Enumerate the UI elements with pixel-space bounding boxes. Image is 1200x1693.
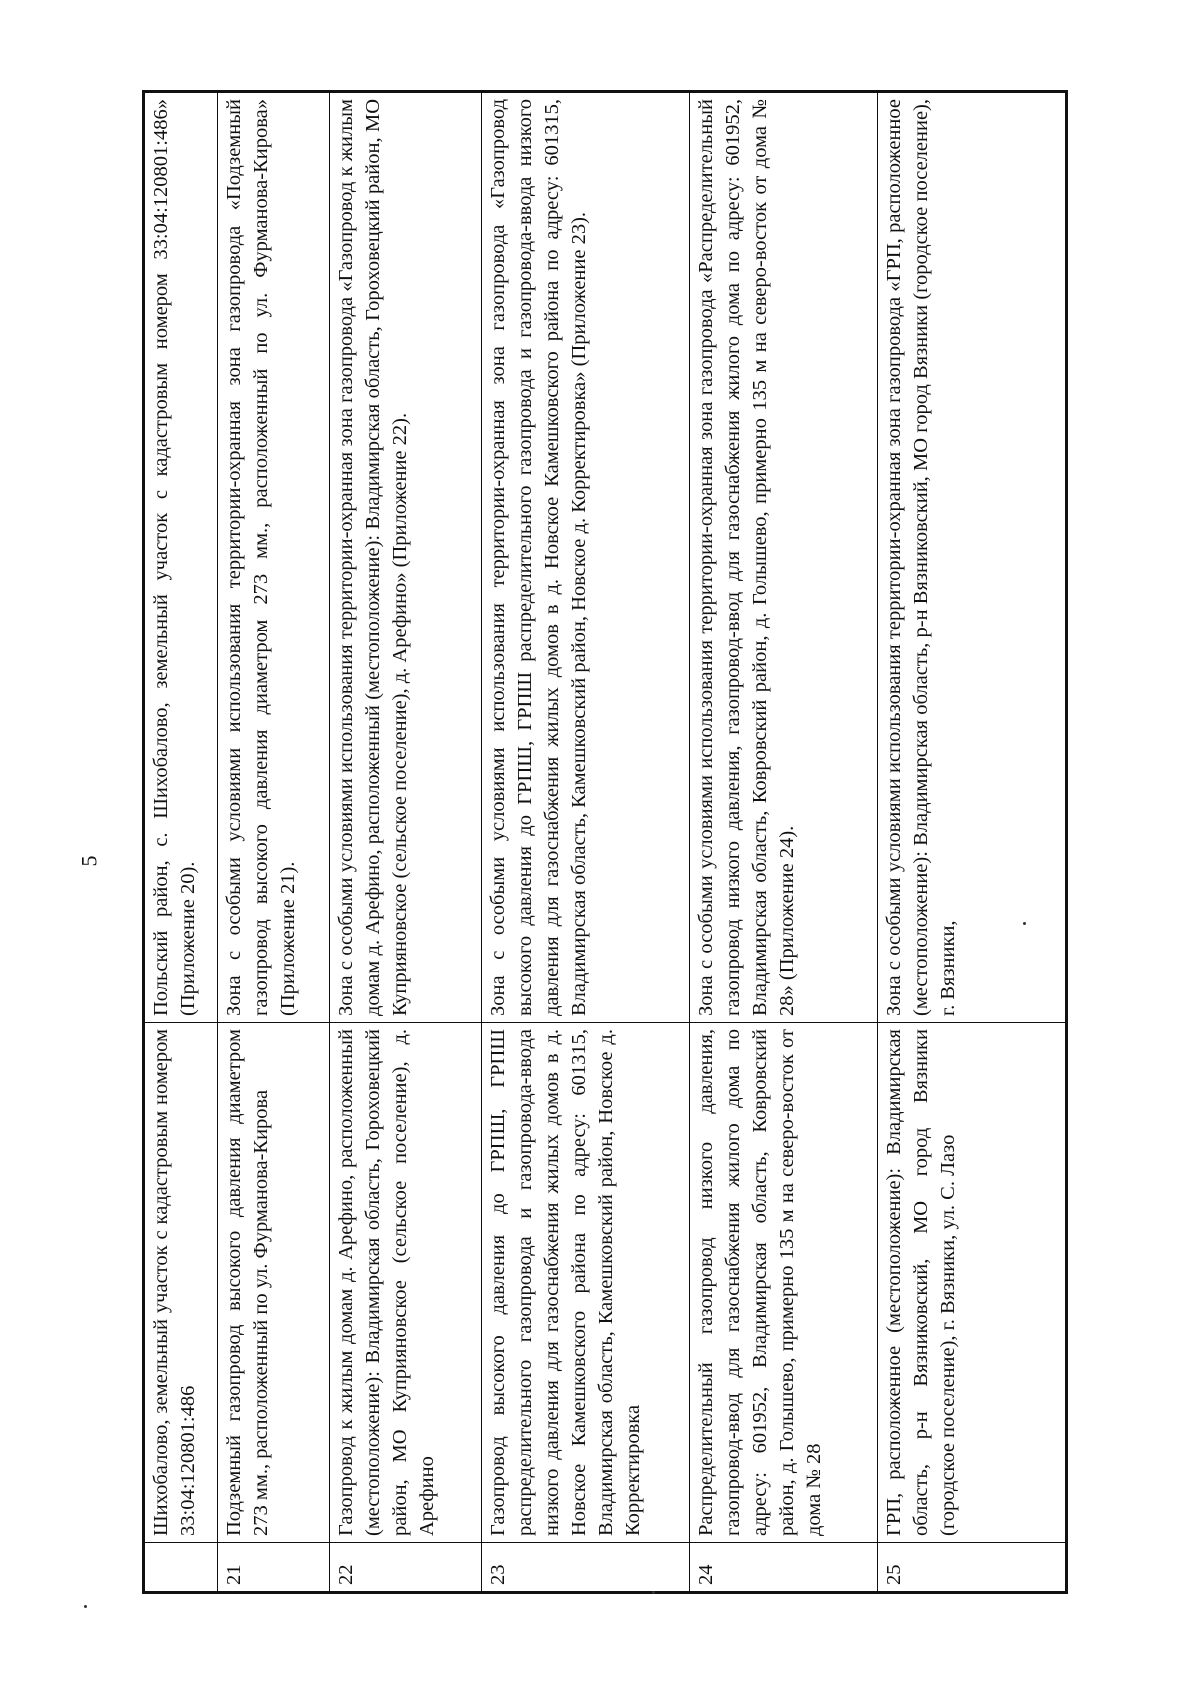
table-row (218, 92, 330, 1593)
row-number: 24 (690, 1543, 878, 1593)
object-description: ГРП, расположенное (местоположение): Владимирская область, р-н Вязниковский, МО город Вязники (городское поселение), г. Вязники, ул. С. Лазо (878, 1023, 1067, 1543)
gas-pipeline-zones-table (142, 90, 1068, 1594)
object-description: Газопровод к жилым домам д. Арефино, расположенный (местоположение): Владимирская область, Гороховецкий район, МО Куприяновское (сельское поселение), д. Арефино (330, 1023, 482, 1543)
zone-description: Зона с особыми условиями использования территории-охранная зона газопровода «ГРП, расположенное (местоположение): Владимирская область, р-н Вязниковский, МО город Вязники (городское поселение), г. Вязники, (878, 92, 1067, 1023)
zone-description: Зона с особыми условиями использования территории-охранная зона газопровода «Распределительный газопровод низкого давления, газопровод-ввод для газоснабжения жилого дома по адресу: 601952, Владимирская область, Ковровский район, д. Голышево, примерно 135 м на северо-восток от дома № 28» (Приложение 24). (690, 92, 878, 1023)
table-row (690, 92, 878, 1593)
object-description: Распределительный газопровод низкого давления, газопровод-ввод для газоснабжения жилого дома по адресу: 601952, Владимирская область, Ковровский район, д. Голышево, примерно 135 м на северо-восток от дома № 28 (690, 1023, 878, 1543)
table-row (482, 92, 690, 1593)
row-number: 23 (482, 1543, 690, 1593)
row-number (144, 1543, 218, 1593)
rotated-table-container (142, 90, 1068, 1594)
row-number: 22 (330, 1543, 482, 1593)
table-row (144, 92, 218, 1593)
page-number: 5 (76, 855, 102, 867)
zone-description: Зона с особыми условиями использования территории-охранная зона газопровода «Газопровод к жилым домам д. Арефино, расположенный (местоположение): Владимирская область, Гороховецкий район, МО Куприяновское (сельское поселение), д. Арефино» (Приложение 22). (330, 92, 482, 1023)
table-row (330, 92, 482, 1593)
table-row (878, 92, 1067, 1593)
scan-speck (652, 1591, 655, 1594)
zone-description: Польский район, с. Шихобалово, земельный участок с кадастровым номером 33:04:120801:486» (Приложение 20). (144, 92, 218, 1023)
row-number: 25 (878, 1543, 1067, 1593)
object-description: Газопровод высокого давления до ГРПШ, ГРПШ распределительного газопровода и газопровода-ввода низкого давления для газоснабжения жилых домов в д. Новское Камешковского района по адресу: 601315, Владимирская область, Камешковский район, Новское д. Корректировка (482, 1023, 690, 1543)
object-description: Шихобалово, земельный участок с кадастровым номером 33:04:120801:486 (144, 1023, 218, 1543)
zone-description: Зона с особыми условиями использования территории-охранная зона газопровода «Газопровод высокого давления до ГРПШ, ГРПШ распределительного газопровода и газопровода-ввода низкого давления для газоснабжения жилых домов в д. Новское Камешковского района по адресу: 601315, Владимирская область, Камешковский район, Новское д. Корректировка» (Приложение 23). (482, 92, 690, 1023)
scan-speck (1023, 922, 1026, 925)
zone-description: Зона с особыми условиями использования территории-охранная зона газопровода «Подземный газопровод высокого давления диаметром 273 мм., расположенный по ул. Фурманова-Кирова» (Приложение 21). (218, 92, 330, 1023)
row-number: 21 (218, 1543, 330, 1593)
scan-speck (84, 1605, 87, 1608)
object-description: Подземный газопровод высокого давления диаметром 273 мм., расположенный по ул. Фурманова-Кирова (218, 1023, 330, 1543)
